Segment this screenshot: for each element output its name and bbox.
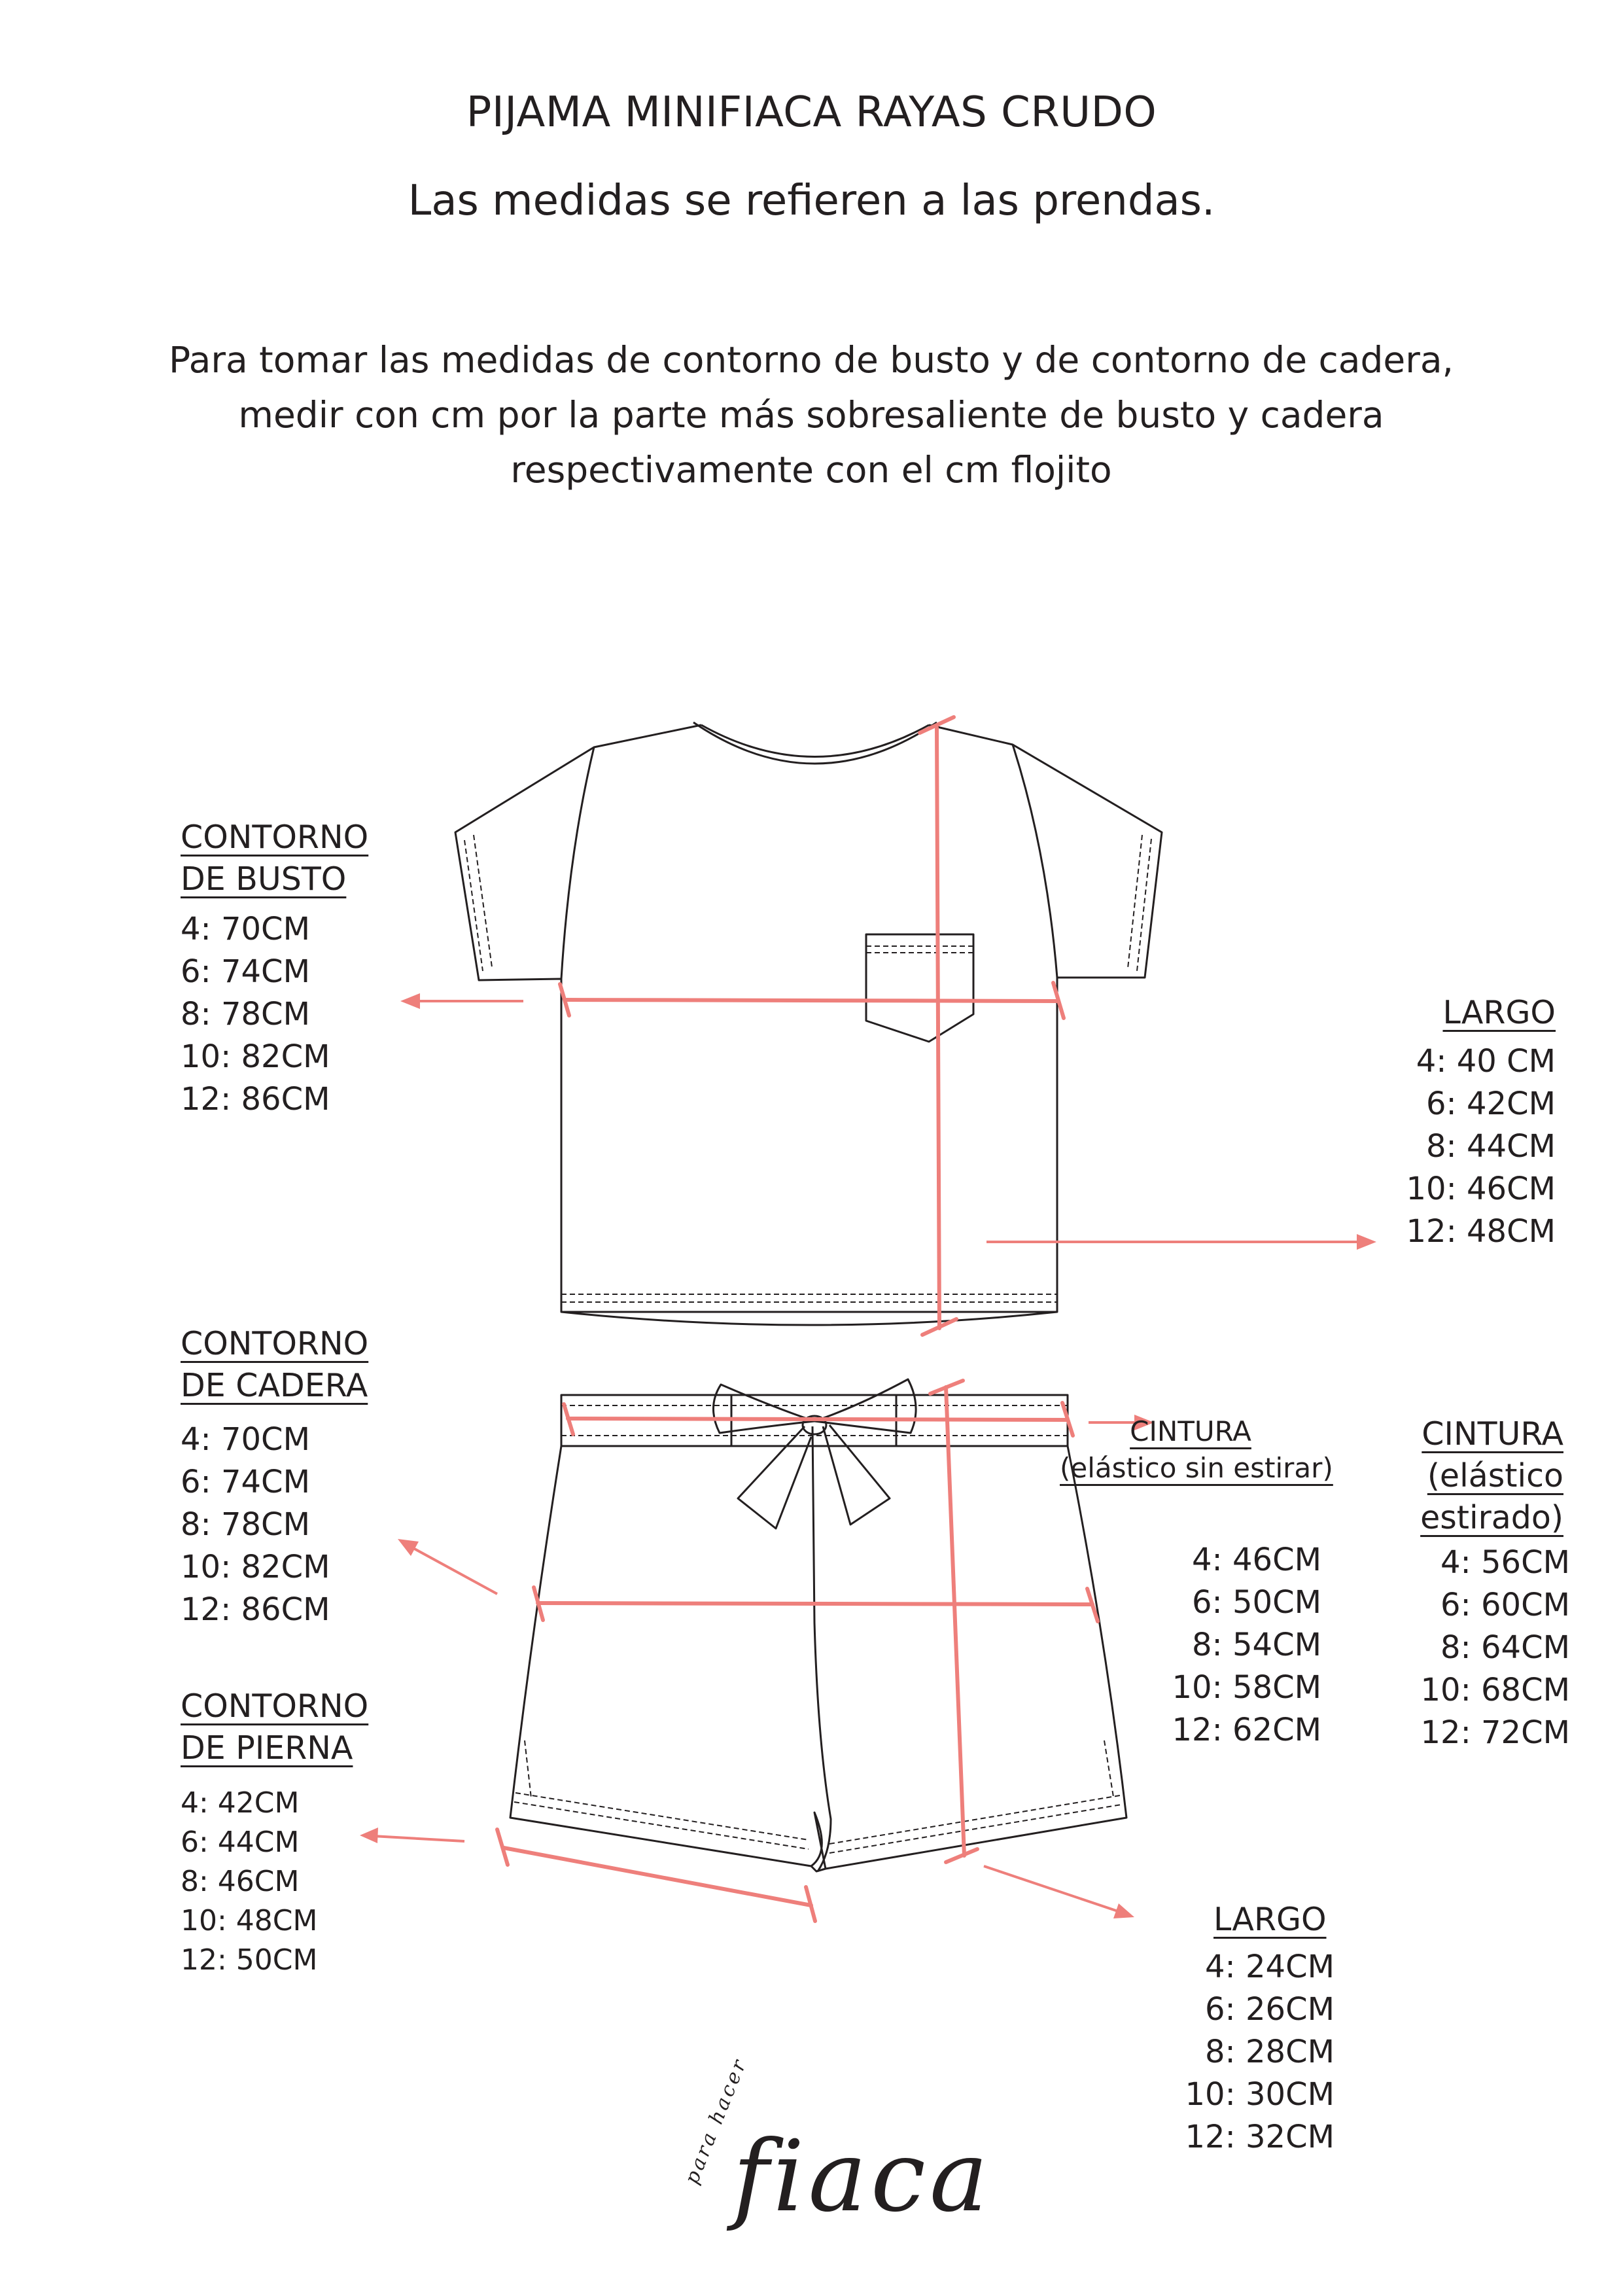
measuring-instructions: Para tomar las medidas de contorno de busto y de contorno de cadera, medir con cm por la parte más sobresaliente de busto y cadera respectivamente con el cm flojito — [168, 339, 1454, 491]
page-subtitle: Las medidas se refieren a las prendas. — [408, 177, 1215, 225]
largo-shirt-values: 4: 40 CM 6: 42CM 8: 44CM 10: 46CM 12: 48CM — [1406, 1043, 1556, 1250]
pierna-values: 4: 42CM 6: 44CM 8: 46CM 10: 48CM 12: 50CM — [181, 1786, 318, 1977]
tshirt-drawing — [455, 722, 1162, 1325]
logo-tagline: para hacer — [680, 2054, 752, 2188]
measurement-lines — [497, 717, 1098, 1921]
cintura-estirado-values: 4: 56CM 6: 60CM 8: 64CM 10: 68CM 12: 72CM — [1420, 1544, 1570, 1751]
shorts-drawing — [510, 1379, 1126, 1871]
largo-shorts-heading: LARGO — [1213, 1901, 1327, 1938]
busto-heading: CONTORNO DE BUSTO — [181, 819, 369, 898]
cintura-sin-estirar-values: 4: 46CM 6: 50CM 8: 54CM 10: 58CM 12: 62CM — [1172, 1542, 1321, 1748]
page-title: PIJAMA MINIFIACA RAYAS CRUDO — [466, 88, 1157, 137]
brand-logo: fiaca — [733, 2120, 992, 2234]
largo-shorts-arrow — [984, 1866, 1120, 1912]
busto-values: 4: 70CM 6: 74CM 8: 78CM 10: 82CM 12: 86CM — [181, 911, 330, 1118]
pierna-heading: CONTORNO DE PIERNA — [181, 1687, 369, 1767]
cadera-arrow — [411, 1547, 497, 1594]
cintura-estirado-heading: CINTURA (elástico estirado) — [1420, 1415, 1563, 1536]
shorts-stitching — [514, 1405, 1121, 1853]
pierna-arrow — [373, 1836, 464, 1841]
cadera-values: 4: 70CM 6: 74CM 8: 78CM 10: 82CM 12: 86CM — [181, 1421, 330, 1628]
cadera-heading: CONTORNO DE CADERA — [181, 1325, 369, 1404]
largo-shirt-heading: LARGO — [1442, 994, 1556, 1031]
largo-shorts-values: 4: 24CM 6: 26CM 8: 28CM 10: 30CM 12: 32CM — [1185, 1949, 1335, 2155]
cintura-sin-estirar-heading: CINTURA (elástico sin estirar) — [1060, 1415, 1333, 1484]
